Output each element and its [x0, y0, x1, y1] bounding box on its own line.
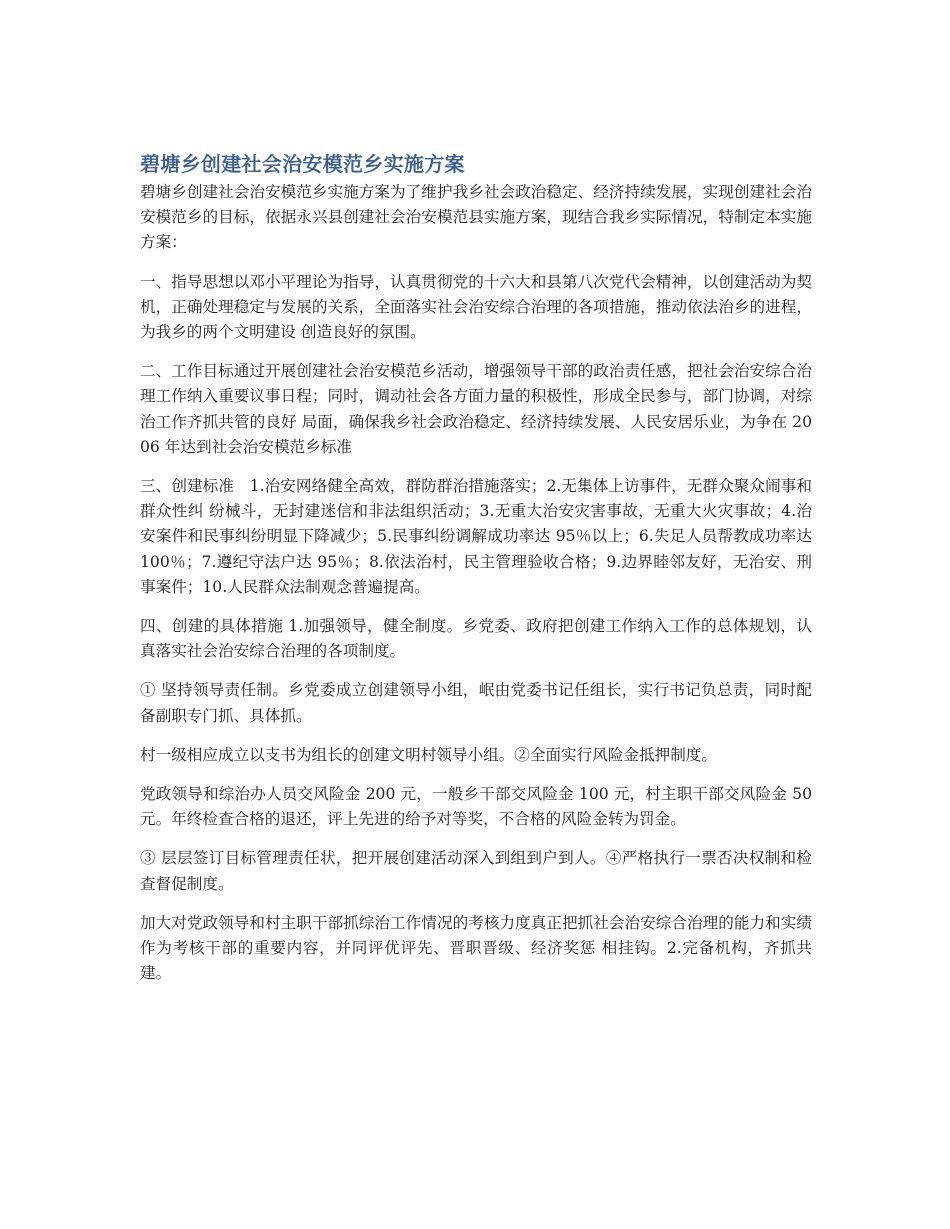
paragraph-risk-deposit: 党政领导和综治办人员交风险金 200 元，一般乡干部交风险金 100 元，村主职干部交风险金 50 元。年终检查合格的退还，评上先进的给予对等奖，不合格的风险金转为罚金。: [140, 785, 812, 829]
paragraph-assessment: 加大对党政领导和村主职干部抓综治工作情况的考核力度真正把抓社会治安综合治理的能力和实绩作为考核干部的重要内容，并同评优评先、晋职晋级、经济奖惩 相挂钩。2.完备机构，齐抓共建。: [140, 913, 812, 983]
paragraph-specific-measures: 四、创建的具体措施 1.加强领导，健全制度。乡党委、政府把创建工作纳入工作的总体规划，认真落实社会治安综合治理的各项制度。: [140, 617, 812, 661]
paragraph-village-leadership: 村一级相应成立以支书为组长的创建文明村领导小组。②全面实行风险金抵押制度。: [140, 745, 717, 764]
paragraph-intro: 碧塘乡创建社会治安模范乡实施方案为了维护我乡社会政治稳定、经济持续发展，实现创建社会治安模范乡的目标，依据永兴县创建社会治安模范县实施方案，现结合我乡实际情况，特制定本实施方案：: [140, 183, 812, 252]
paragraph-work-goals: 二、工作目标通过开展创建社会治安模范乡活动，增强领导干部的政治责任感，把社会治安综合治理工作纳入重要议事日程；同时，调动社会各方面力量的积极性，形成全民参与，部门协调，对综治工作齐抓共管的良好 局面，确保我乡社会政治稳定、经济持续发展、人民安居乐业，为争在 2006 年达到社会治安模范乡标准: [140, 362, 812, 456]
paragraph-creation-standards: 三、创建标准 1.治安网络健全高效，群防群治措施落实；2.无集体上访事件，无群众聚众闹事和群众性纠 纷械斗，无封建迷信和非法组织活动；3.无重大治安灾害事故，无重大火灾事故；4.治安案件和民事纠纷明显下降减少；5.民事纠纷调解成功率达 95％以上；6.失足人员帮教成功率达 100％；7.遵纪守法户达 95％；8.依法治村，民主管理验收合格；9.边界睦邻友好，无治安、刑事案件；10.人民群众法制观念普遍提高。: [140, 477, 812, 596]
paragraph-target-responsibility: ③ 层层签订目标管理责任状，把开展创建活动深入到组到户到人。④严格执行一票否决权制和检查督促制度。: [140, 849, 812, 893]
paragraph-guiding-ideology: 一、指导思想以邓小平理论为指导，认真贯彻党的十六大和县第八次党代会精神，以创建活动为契机，正确处理稳定与发展的关系，全面落实社会治安综合治理的各项措施，推动依法治乡的进程，为我乡的两个文明建设 创造良好的氛围。: [140, 272, 812, 342]
document-page: [140, 150, 812, 1000]
paragraph-leadership-responsibility: ① 坚持领导责任制。乡党委成立创建领导小组，岷由党委书记任组长，实行书记负总责，同时配备副职专门抓、具体抓。: [140, 681, 812, 725]
document-title: 碧塘乡创建社会治安模范乡实施方案: [140, 152, 465, 176]
